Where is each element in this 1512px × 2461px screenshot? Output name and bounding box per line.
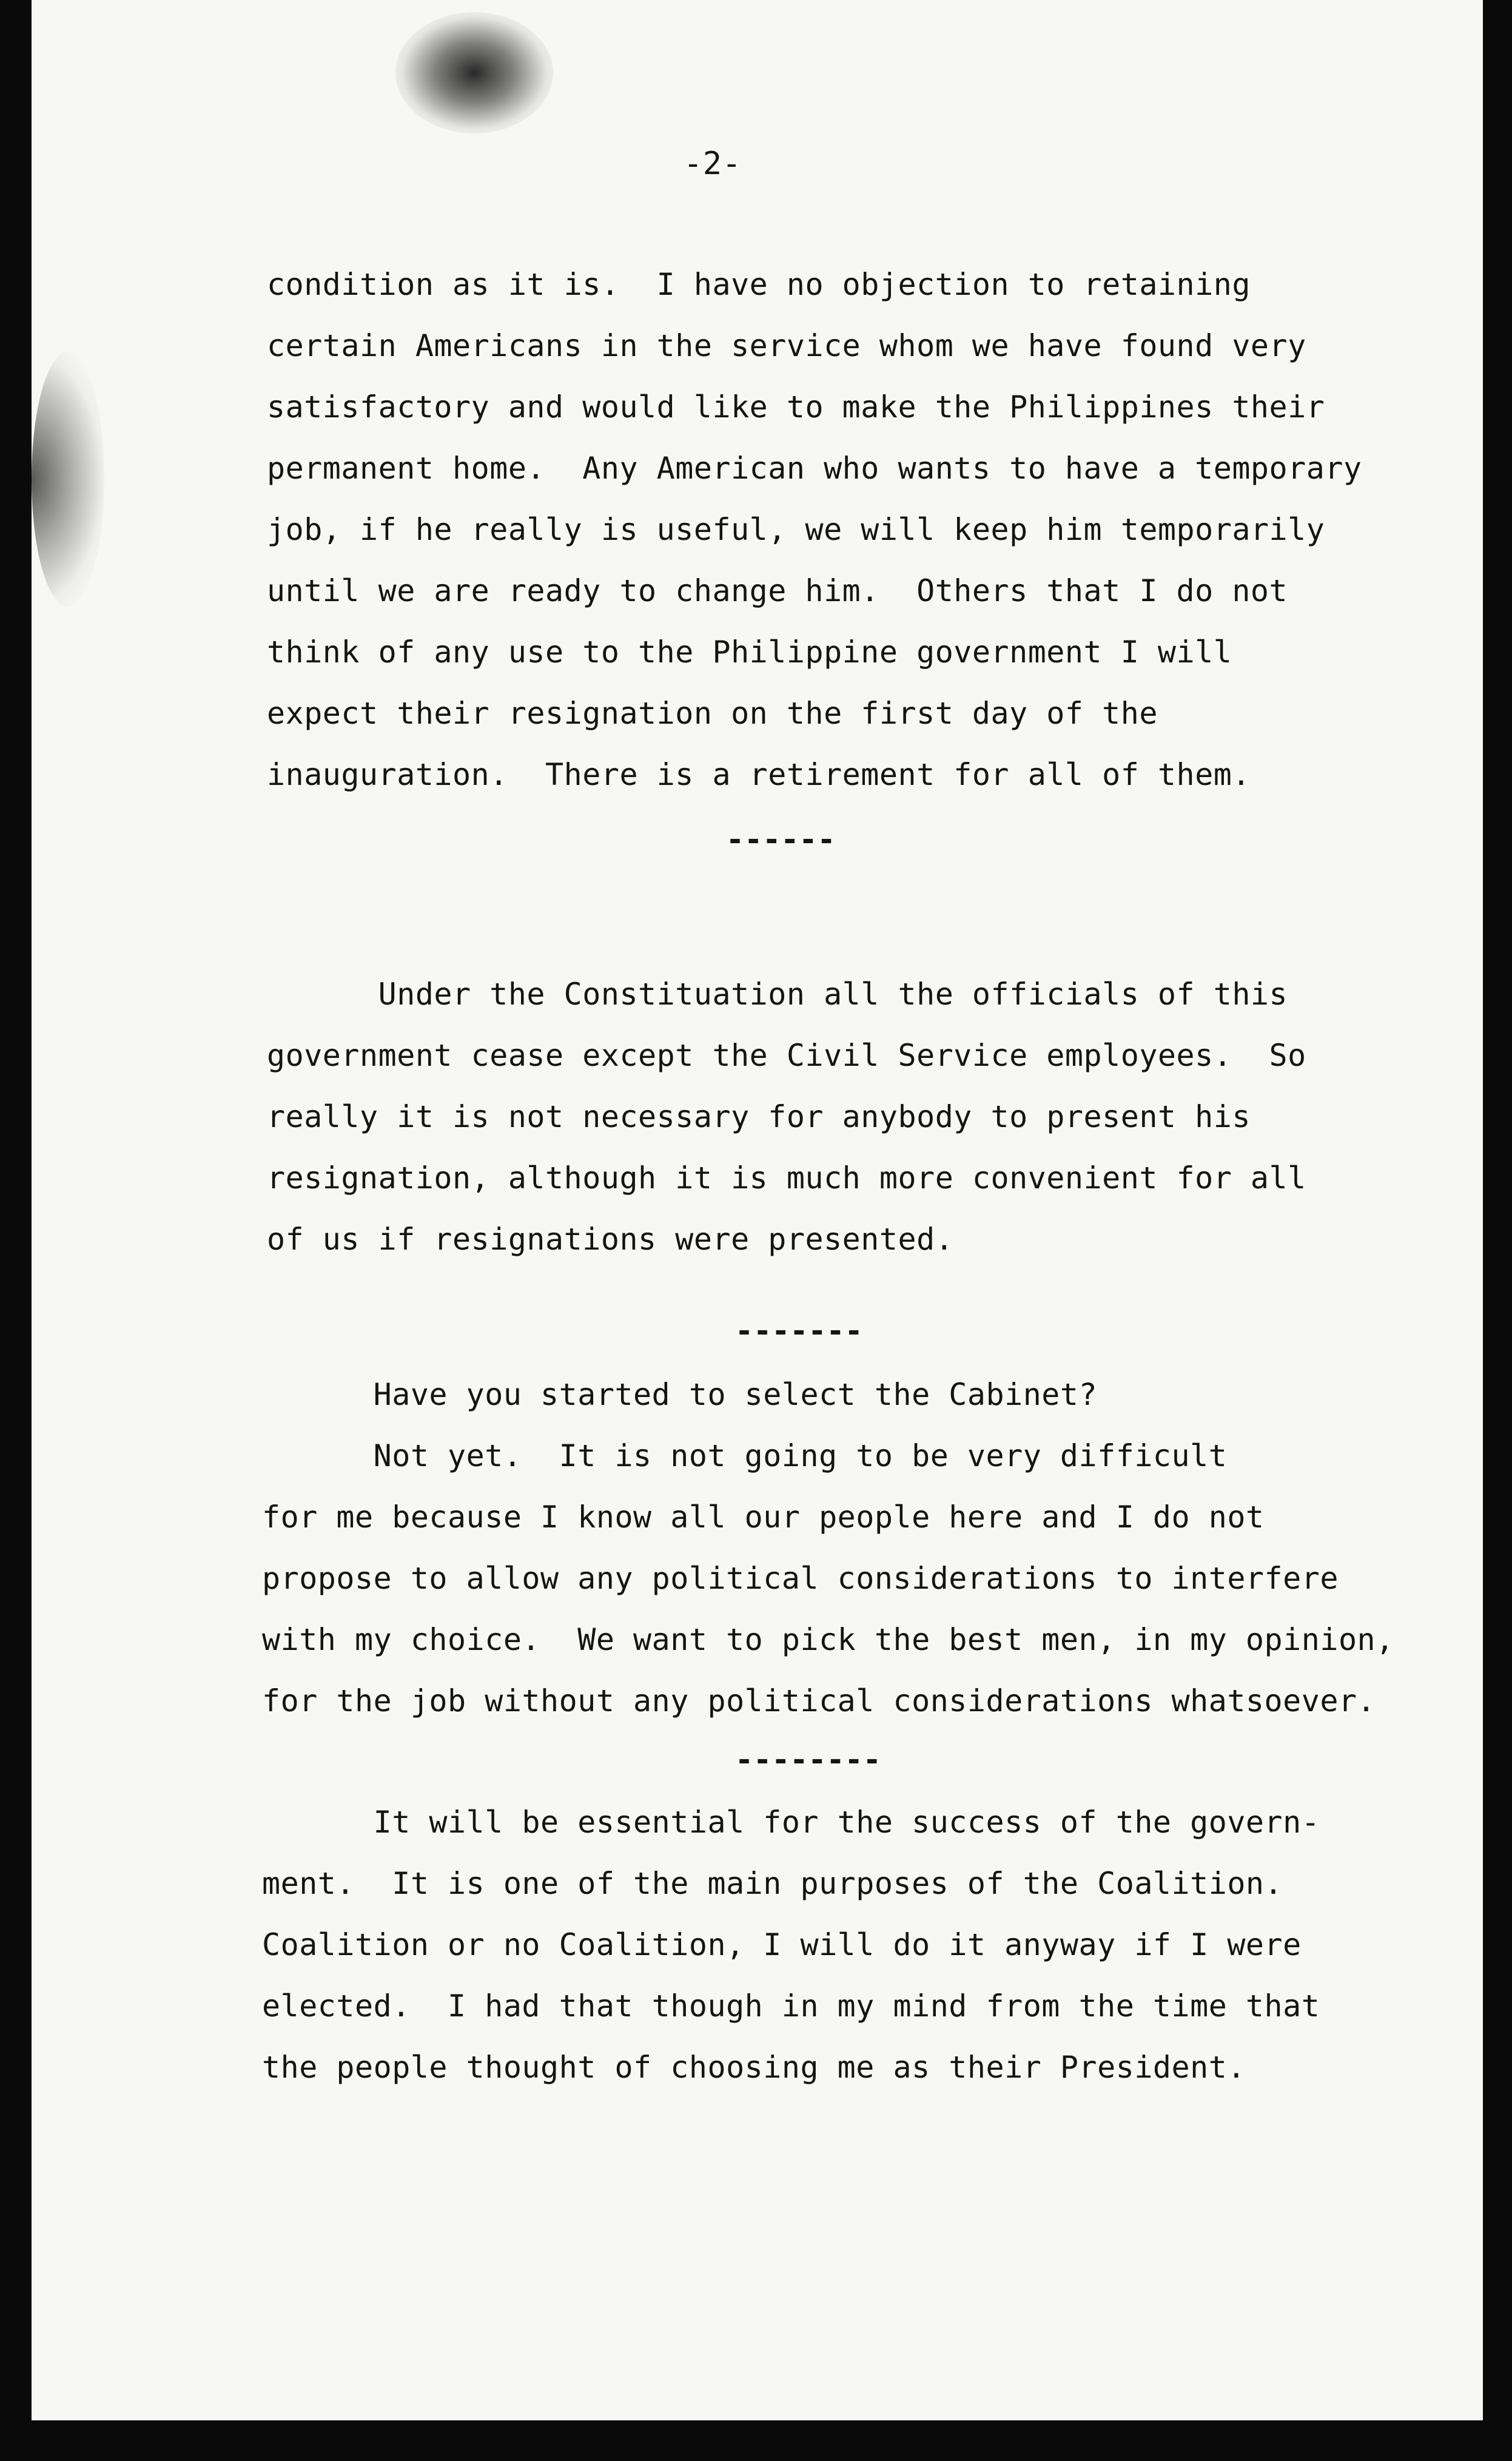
text-line: government cease except the Civil Service employees. So [267,1038,1306,1073]
text-line: until we are ready to change him. Others that I do not [267,573,1288,608]
text-line: job, if he really is useful, we will keep him temporarily [267,512,1325,547]
text-line: elected. I had that though in my mind from the time that [262,1988,1320,2024]
text-line: propose to allow any political considerations to interfere [262,1561,1339,1596]
text-line: condition as it is. I have no objection to retaining [267,267,1251,302]
document-page [32,0,1483,2420]
text-line: Coalition or no Coalition, I will do it anyway if I were [262,1927,1302,1962]
text-line: Not yet. It is not going to be very difficult [262,1438,1228,1473]
text-line: Under the Constituation all the officials of this [267,977,1288,1012]
text-line: permanent home. Any American who wants to have a temporary [267,451,1362,486]
text-line: expect their resignation on the first day of the [267,696,1158,731]
page-number: -2- [684,146,742,182]
text-line: Have you started to select the Cabinet? [262,1377,1098,1412]
text-line: It will be essential for the success of the govern- [262,1805,1320,1840]
text-line: really it is not necessary for anybody to present his [267,1099,1251,1134]
text-line: the people thought of choosing me as their President. [262,2050,1246,2085]
text-line: for the job without any political considerations whatsoever. [262,1683,1376,1719]
ink-smudge-left [32,352,104,607]
text-line: think of any use to the Philippine government I will [267,635,1232,670]
text-line: of us if resignations were presented. [267,1222,954,1257]
text-line: certain Americans in the service whom we have found very [267,328,1306,363]
text-line: satisfactory and would like to make the Philippines their [267,389,1325,425]
text-line: inauguration. There is a retirement for all of them. [267,757,1251,792]
section-separator: ------- [735,1313,863,1348]
text-line: ment. It is one of the main purposes of the Coalition. [262,1866,1283,1901]
text-line: for me because I know all our people here and I do not [262,1500,1265,1535]
section-separator: ------ [726,822,836,857]
text-line: with my choice. We want to pick the best men, in my opinion, [262,1622,1394,1657]
text-line: resignation, although it is much more convenient for all [267,1160,1306,1196]
section-separator: -------- [735,1742,881,1777]
ink-smudge-top [395,12,553,133]
